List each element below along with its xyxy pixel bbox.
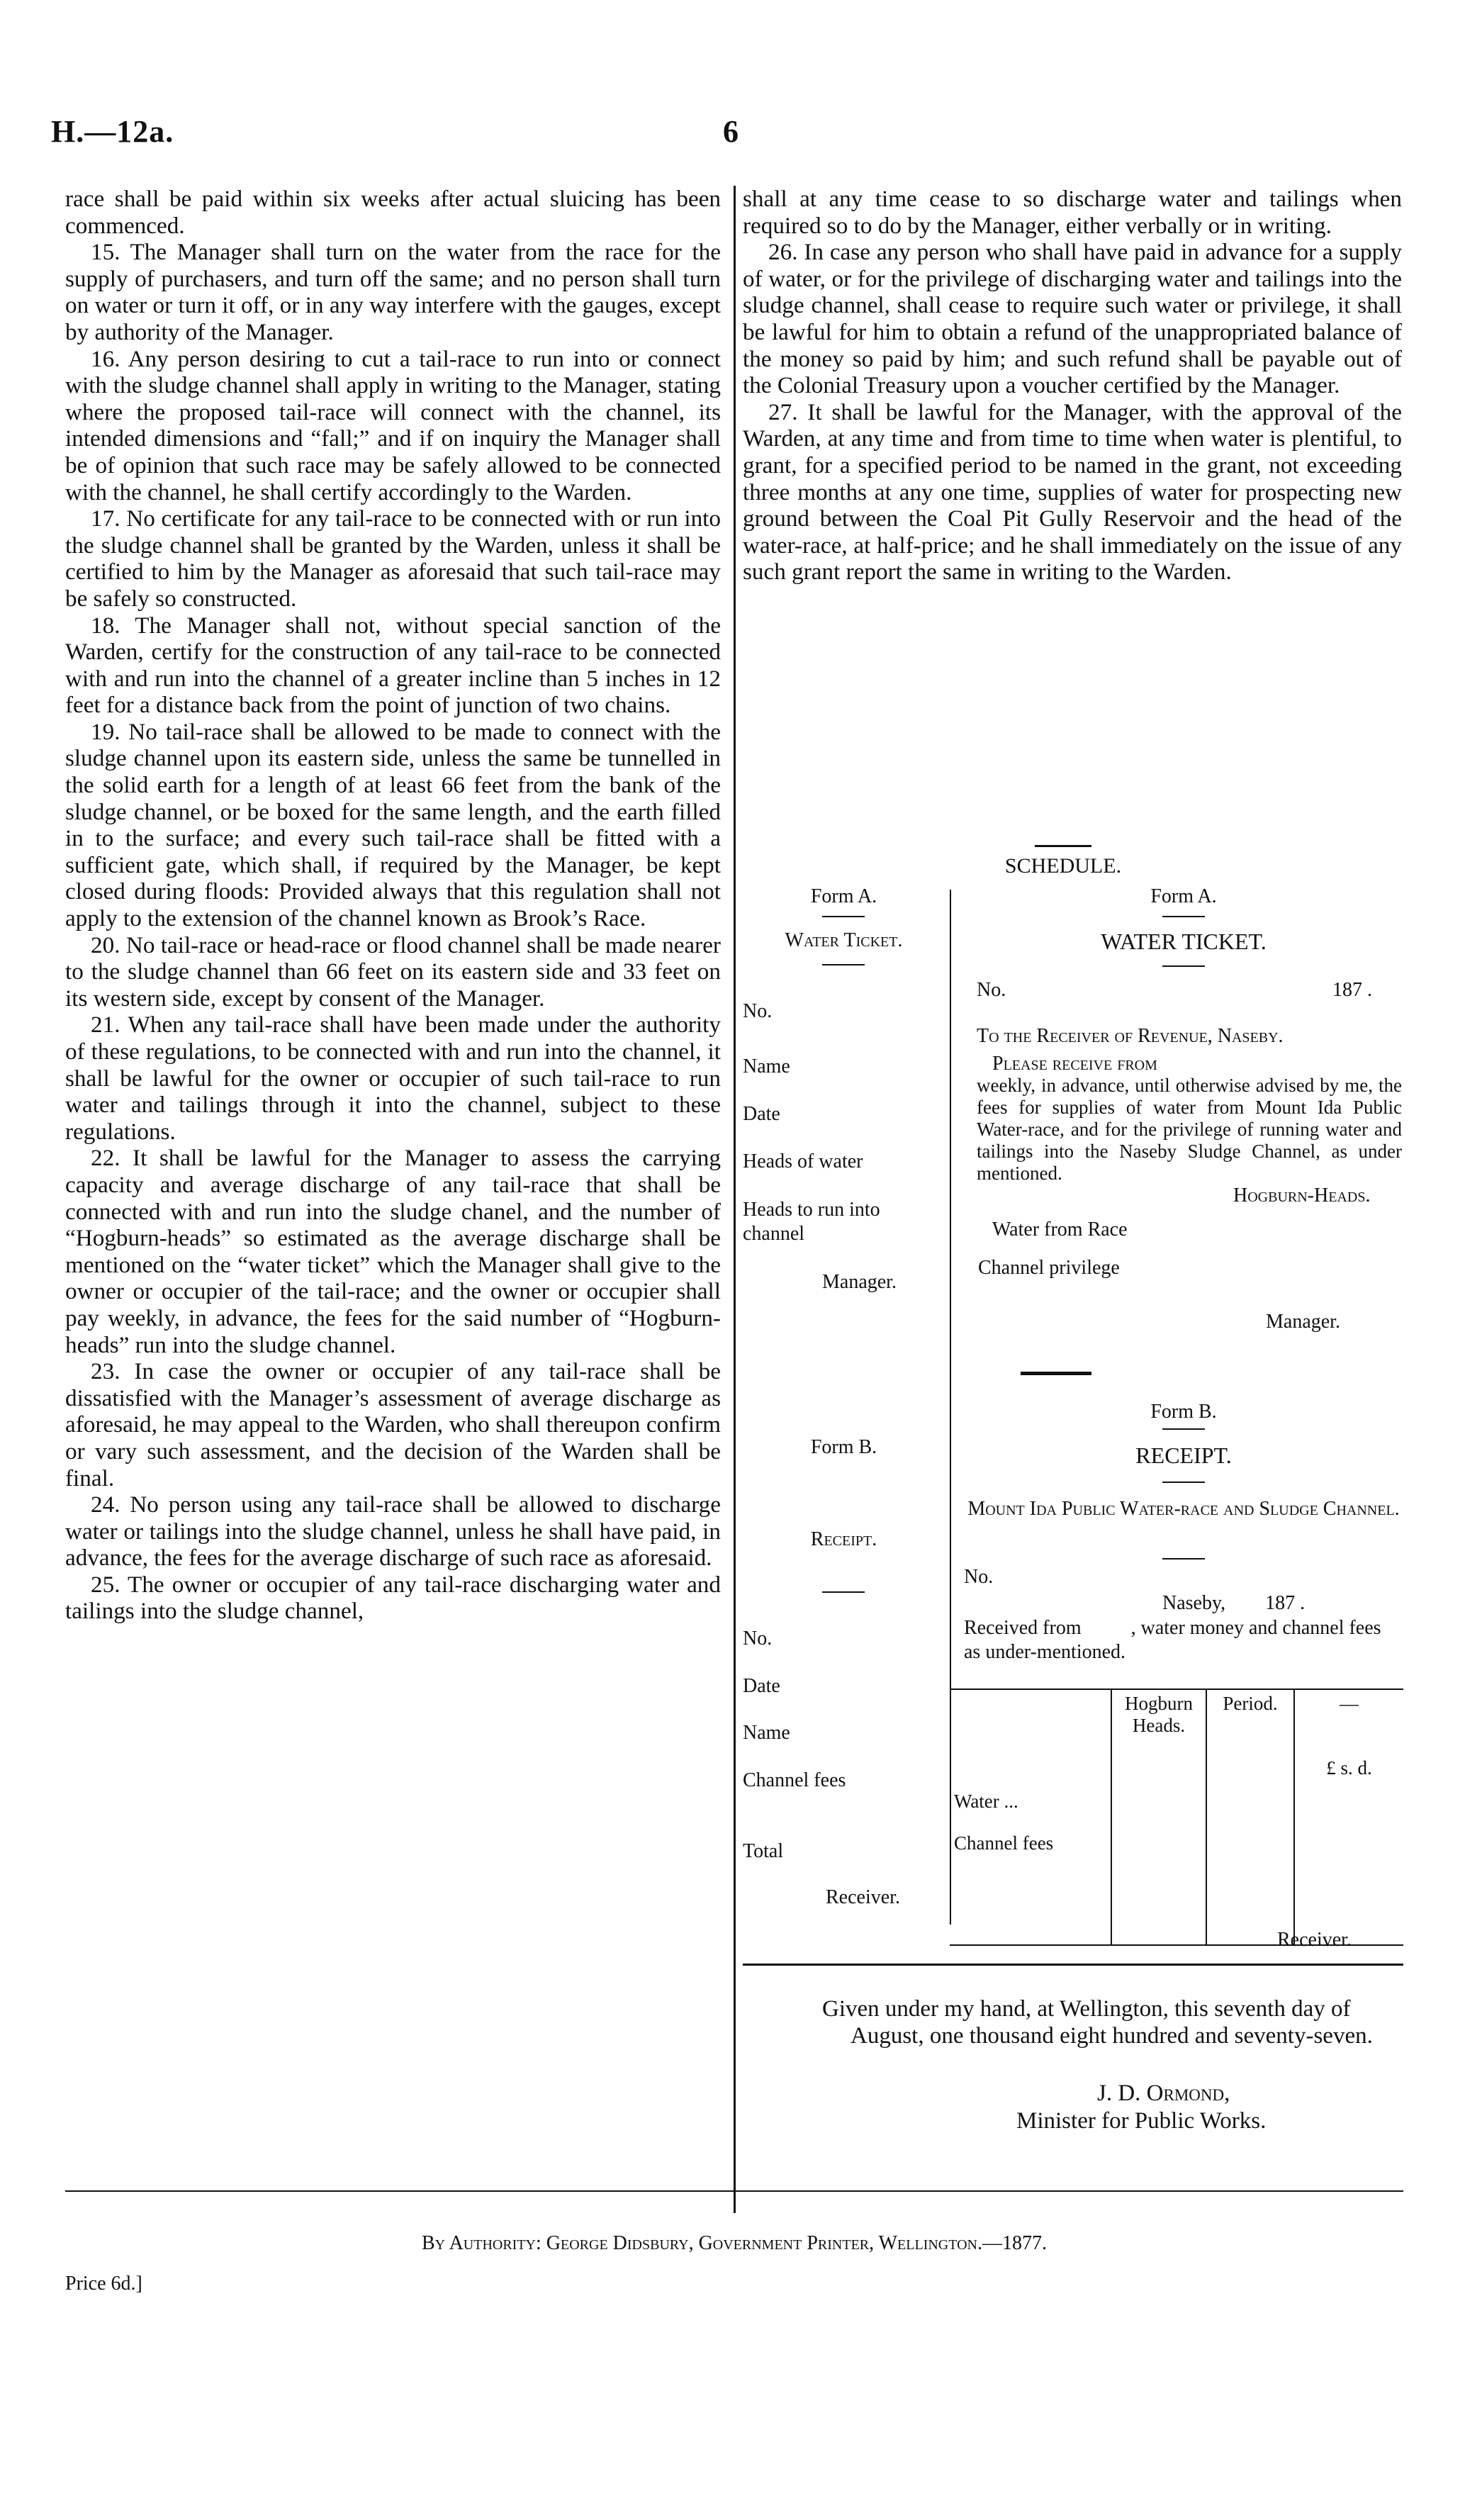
hogburn-heads-heading: Hogburn-Heads.: [1233, 1185, 1371, 1206]
paragraph: 19. No tail-race shall be allowed to be made to connect with the sludge channel upon its eastern side, unless the same be tunnelled in the solid earth for a length of at least 66 feet from the bank of the sludge channel, or be boxed for the same length, and the earth filled in to the surface; and every such tail-race shall be fitted with a sufficient gate, which shall, if required by the Manager, be kept closed during floods: Provided always that this regulation shall not apply to the extension of the channel known as Brook’s Race.: [65, 718, 721, 932]
stub-field: Name: [743, 1055, 790, 1077]
receipt-cell: [1111, 1782, 1206, 1945]
form-a-title: WATER TICKET.: [1101, 929, 1267, 954]
divider: [1162, 1428, 1205, 1430]
form-b-stub-title: Receipt.: [810, 1528, 877, 1550]
divider: [822, 916, 865, 917]
paragraph: 23. In case the owner or occupier of any tail-race shall be dissatisfied with the Manager’s assessment of average discharge as aforesaid, he may appeal to the Warden, who shall thereupon confirm or vary such assessment, and the decision of the Warden shall be final.: [65, 1358, 721, 1491]
footer-rule: [65, 2190, 1403, 2192]
paragraph: 21. When any tail-race shall have been made under the authority of these regulations, to be connected with and run into the channel, it shall be lawful for the owner or occupier of such tail-race to run water and tailings through it into the channel, subject to these regulations.: [65, 1012, 721, 1145]
currency-heading: £ s. d.: [1326, 1757, 1372, 1779]
stub-field: Heads to run into channel: [743, 1199, 880, 1245]
divider: [1021, 1372, 1091, 1375]
closing-statement: Given under my hand, at Wellington, this seventh day of August, one thousand eight hundred and seventy-seven.: [822, 1996, 1373, 2049]
paragraph: 22. It shall be lawful for the Manager to assess the carrying capacity and average discharge of any tail-race that shall be connected with and run into the sludge chanel, and the number of “Hogburn-heads” so estimated as the average discharge shall be mentioned on the “water ticket” which the Manager shall give to the owner or occupier of the tail-race; and the owner or occupier shall pay weekly, in advance, the fees for the said number of “Hogburn-heads” run into the sludge channel.: [65, 1145, 721, 1358]
paragraph: 25. The owner or occupier of any tail-race discharging water and tailings into the sludge channel,: [65, 1571, 721, 1625]
paragraph: 15. The Manager shall turn on the water from the race for the supply of purchasers, and turn off the same; and no person shall turn on water or turn it off, or in any way interfere with the gauges, except by authority of the Manager.: [65, 239, 721, 345]
paragraph: 16. Any person desiring to cut a tail-race to run into or connect with the sludge channel shall apply in writing to the Manager, stating where the proposed tail-race will connect with the channel, its intended dimensions and “fall;” and if on inquiry the Manager shall be of opinion that such race may be safely allowed to be connected with the channel, he shall certify accordingly to the Warden.: [65, 345, 721, 505]
printer-credit: By Authority: George Didsbury, Government Printer, Wellington.—1877.: [422, 2232, 1047, 2254]
stub-field: Channel fees: [743, 1769, 846, 1791]
ticket-row: Water from Race: [992, 1219, 1128, 1241]
paragraph: race shall be paid within six weeks after actual sluicing has been commenced.: [65, 186, 721, 239]
receipt-head-cell: Period.: [1206, 1689, 1294, 1782]
stub-signature: Receiver.: [826, 1886, 900, 1908]
form-a-stub-label: Form A.: [810, 885, 877, 907]
ticket-number: No.: [977, 979, 1006, 1001]
receipt-row: Channel fees: [954, 1832, 1054, 1854]
divider: [743, 1964, 1403, 1966]
stub-field: Total: [743, 1840, 784, 1862]
divider: [1035, 845, 1091, 847]
form-b-label: Form B.: [1150, 1401, 1217, 1423]
paragraph: 20. No tail-race or head-race or flood channel shall be made nearer to the sludge channel than 66 feet on its eastern side and 33 feet on its western side, except by consent of the Manager.: [65, 931, 721, 1012]
document-reference: H.—12a.: [51, 114, 174, 149]
paragraph: 26. In case any person who shall have paid in advance for a supply of water, or for the privilege of discharging water and tailings into the sludge channel, shall cease to require such water or privilege, it shall be lawful for him to obtain a refund of the unappropriated balance of the money so paid by him; and such refund shall be payable out of the Colonial Treasury upon a voucher certified by the Manager.: [743, 239, 1402, 399]
divider: [1162, 1558, 1205, 1559]
left-column: [65, 186, 721, 1625]
ticket-body: weekly, in advance, until otherwise advised by me, the fees for supplies of water from Mount Ida Public Water-race, and for the privilege of running water and tailings into the Naseby Sludge Channel, as under mentioned.: [977, 1075, 1402, 1184]
stub-field: No.: [743, 1000, 773, 1022]
paragraph: shall at any time cease to so discharge water and tailings when required so to do by the Manager, either verbally or in writing.: [743, 186, 1402, 239]
receipt-head-cell: [950, 1689, 1111, 1782]
receipt-head-cell: Hogburn Heads.: [1111, 1689, 1206, 1782]
stub-signature: Manager.: [822, 1271, 897, 1293]
page-number: 6: [723, 114, 739, 149]
receipt-place-date: Naseby, 187 .: [1162, 1592, 1306, 1614]
stub-field: Date: [743, 1103, 780, 1125]
schedule-title: SCHEDULE.: [1004, 854, 1122, 878]
right-column: [743, 186, 1402, 586]
signatory-name: J. D. Ormond,: [1097, 2081, 1230, 2106]
divider: [1162, 1482, 1205, 1483]
stub-field: No.: [743, 1628, 773, 1650]
signatory-title: Minister for Public Works.: [1016, 2108, 1267, 2134]
form-b-title: RECEIPT.: [1135, 1443, 1232, 1468]
receipt-table: [950, 1689, 1403, 1946]
paragraph: 18. The Manager shall not, without special sanction of the Warden, certify for the construction of any tail-race to be connected with and run into the channel of a greater incline than 5 inches in 12 feet for a distance back from the point of junction of two chains.: [65, 612, 721, 719]
receipt-number: No.: [964, 1566, 994, 1588]
receipt-cell: [1206, 1782, 1294, 1945]
price: Price 6d.]: [65, 2273, 142, 2295]
divider: [1162, 916, 1205, 917]
receipt-subtitle: Mount Ida Public Water-race and Sludge Channel.: [967, 1498, 1400, 1520]
ticket-signature: Manager.: [1266, 1311, 1340, 1333]
divider: [822, 964, 865, 965]
paragraph: 24. No person using any tail-race shall be allowed to discharge water or tailings into the sludge channel, unless he shall have paid, in advance, the fees for the average discharge of such race as aforesaid.: [65, 1491, 721, 1572]
stub-field: Date: [743, 1675, 780, 1697]
please-receive: Please receive from: [992, 1053, 1157, 1075]
receipt-head-dash: —: [1340, 1693, 1359, 1714]
divider: [822, 1591, 865, 1593]
paragraph: 17. No certificate for any tail-race to be connected with or run into the sludge channel shall be granted by the Warden, unless it shall be certified to him by the Manager as aforesaid that such tail-race may be safely so constructed.: [65, 505, 721, 612]
column-divider: [734, 186, 736, 2213]
receipt-row: Water ...: [954, 1791, 1018, 1812]
ticket-year: 187 .: [1332, 979, 1372, 1001]
receipt-head-cell: [1294, 1689, 1403, 1782]
form-a-stub-title: Water Ticket.: [785, 929, 903, 951]
receipt-cell: [1294, 1782, 1403, 1945]
form-a-label: Form A.: [1150, 885, 1217, 907]
paragraph: 27. It shall be lawful for the Manager, with the approval of the Warden, at any time and from time to time when water is plentiful, to grant, for a specified period to be named in the grant, not exceeding three months at any one time, supplies of water for prospecting new ground between the Coal Pit Gully Reservoir and the head of the water-race, at half-price; and he shall immediately on the issue of any such grant report the same in writing to the Warden.: [743, 398, 1402, 586]
stub-field: Heads of water: [743, 1150, 863, 1172]
receipt-row-labels: [950, 1782, 1111, 1945]
receipt-received: Received from , water money and channel fees as under-mentioned.: [964, 1617, 1386, 1663]
form-b-stub-label: Form B.: [810, 1436, 877, 1458]
divider: [1162, 965, 1205, 967]
receipt-signature: Receiver.: [1277, 1929, 1352, 1951]
stub-field: Name: [743, 1722, 790, 1744]
addressee: To the Receiver of Revenue, Naseby.: [977, 1025, 1284, 1047]
ticket-row: Channel privilege: [978, 1257, 1120, 1279]
receipt-table-wrap: [950, 1689, 1403, 1946]
